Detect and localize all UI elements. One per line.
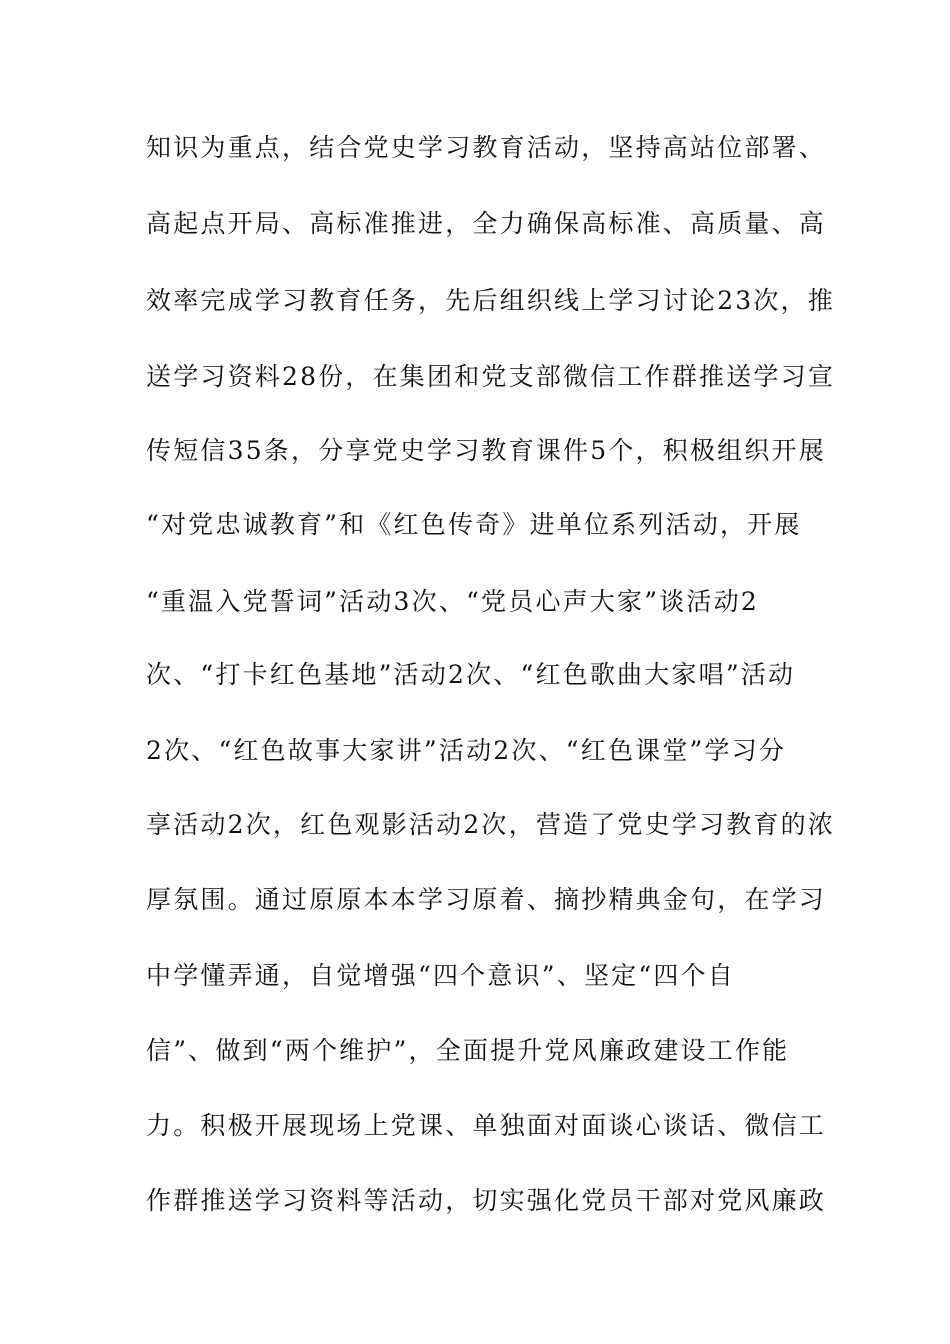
text-line: “对党忠诚教育”和《红色传奇》进单位系列活动，开展 xyxy=(146,510,802,539)
text-line: 作群推送学习资料等活动，切实强化党员干部对党风廉政 xyxy=(146,1186,827,1215)
text-line: 知识为重点，结合党史学习教育活动，坚持高站位部署、 xyxy=(146,133,827,162)
text-line: 厚氛围。通过原原本本学习原着、摘抄精典金句，在学习 xyxy=(146,885,827,914)
text-line: 传短信35条，分享党史学习教育课件5个，积极组织开展 xyxy=(146,436,826,465)
text-line: 送学习资料28份，在集团和党支部微信工作群推送学习宣 xyxy=(146,362,836,391)
text-line: 信”、做到“两个维护”，全面提升党风廉政建设工作能 xyxy=(146,1036,790,1065)
text-line: 中学懂弄通，自觉增强“四个意识”、坚定“四个自 xyxy=(146,961,735,990)
text-line: 次、“打卡红色基地”活动2次、“红色歌曲大家唱”活动 xyxy=(146,660,796,689)
text-line: “重温入党誓词”活动3次、“党员心声大家”谈活动2 xyxy=(146,587,759,616)
text-line: 享活动2次，红色观影活动2次，营造了党史学习教育的浓 xyxy=(146,810,836,839)
text-line: 高起点开局、高标准推进，全力确保高标准、高质量、高 xyxy=(146,209,827,238)
text-line: 2次、“红色故事大家讲”活动2次、“红色课堂”学习分 xyxy=(146,736,787,765)
text-line: 效率完成学习教育任务，先后组织线上学习讨论23次，推 xyxy=(146,286,836,315)
text-line: 力。积极开展现场上党课、单独面对面谈心谈话、微信工 xyxy=(146,1111,827,1140)
